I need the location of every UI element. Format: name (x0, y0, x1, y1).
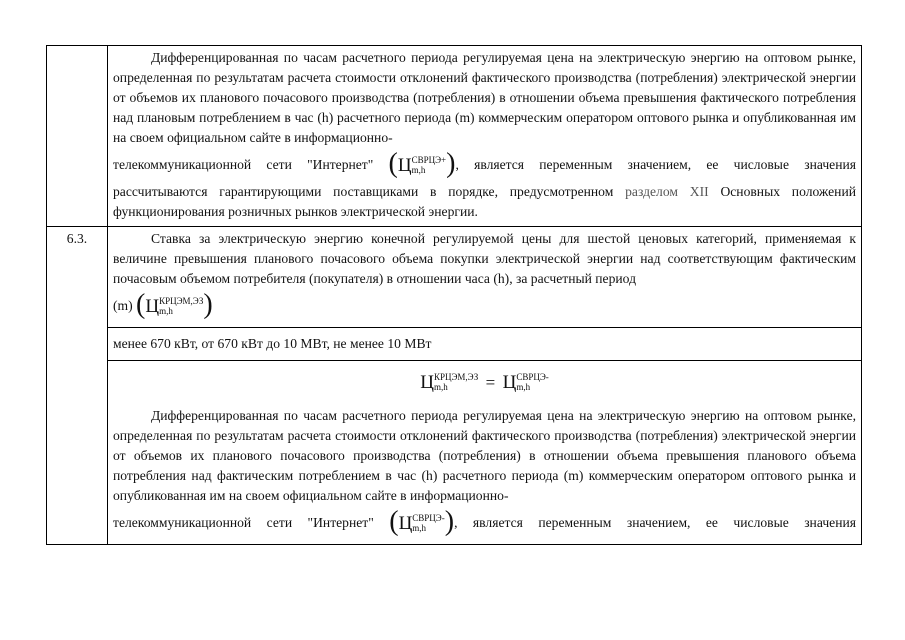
formula-superscript: СВРЦЭ+ (411, 154, 447, 165)
table-row (47, 328, 862, 361)
paragraph-with-formula (113, 506, 856, 540)
formula-svrce-minus: (Ц СВРЦЭ- m,h ) (389, 505, 455, 537)
equals-sign: = (485, 372, 496, 392)
paragraph-text: телекоммуникационной сети "Интернет" (113, 514, 374, 530)
paragraph-with-formula (113, 289, 856, 323)
row-number-cell (47, 46, 108, 227)
formula-svrce-minus: Ц СВРЦЭ- m,h (502, 371, 549, 393)
paragraph-text: телекоммуникационной сети "Интернет" (113, 157, 374, 172)
equation (113, 369, 856, 396)
paragraph-text: Ставка за электрическую энергию конечной регулируемой цены для шестой ценовых категорий, применяемая к величине превышения планового почасового объема покупки электрической энергии над соответствующим фактическим почасовым объемом потребителя (покупателя) в отношении часа (h), за расчетный период (113, 231, 856, 286)
formula-krcem: (Ц КРЦЭМ,ЭЗ m,h ) (136, 288, 213, 320)
paragraph-text: Дифференцированная по часам расчетного периода регулируемая цена на электрическую энергию на оптовом рынке, определенная по результатам расчета стоимости отклонений фактического производства (потребления) электрической энергии от объемов их планового почасового производства (потребления) в отношении объема превышения планового объема потребления над фактическим потреблением в час (h) расчетного периода (m) коммерческим оператором оптового рынка и опубликованная им на своем официальном сайте в информационно- (113, 407, 856, 503)
formula-krcem: Ц КРЦЭМ,ЭЗ m,h (420, 371, 479, 393)
paragraph (113, 406, 856, 506)
formula-base: Ц (397, 154, 412, 176)
paragraph-text: , является переменным значением, ее числовые значения (454, 514, 856, 530)
description-cell (108, 46, 862, 227)
table-row (47, 46, 862, 227)
paragraph-text: Основных положений функционирования розничных рынков электрической энергии. (113, 184, 857, 219)
description-cell (108, 361, 862, 545)
paragraph (113, 182, 856, 222)
paragraph-text: Дифференцированная по часам расчетного периода регулируемая цена на электрическую энергию на оптовом рынке, определенная по результатам расчета стоимости отклонений фактического производства (потребления) электрической энергии от объемов их планового почасового производства (потребления) в отношении объема превышения фактического потребления над плановым потреблением в час (h) расчетного периода (m) коммерческим оператором оптового рынка и опубликованная им на своем официальном сайте в информационно- (113, 50, 856, 145)
paragraph-text: рассчитываются гарантирующими поставщиками в порядке, предусмотренном (113, 184, 614, 199)
formula-subscript: m,h (411, 164, 426, 175)
category-cell (108, 328, 862, 361)
paragraph-text: (m) (113, 298, 133, 313)
formula-base: Ц (145, 295, 160, 317)
formula-subscript: m,h (159, 305, 173, 316)
paragraph-with-formula (113, 148, 856, 182)
formula-svrce-plus: (Ц СВРЦЭ+ m,h ) (388, 147, 456, 179)
formula-superscript: КРЦЭМ,ЭЗ (159, 295, 204, 306)
description-cell (108, 227, 862, 328)
section-reference-link[interactable]: разделом XII (625, 184, 709, 199)
tariff-table (46, 45, 862, 545)
paragraph (113, 229, 856, 289)
paragraph (113, 48, 856, 148)
category-text: менее 670 кВт, от 670 кВт до 10 МВт, не менее 10 МВт (113, 336, 432, 351)
paragraph-text: , является переменным значением, ее числовые значения (455, 157, 857, 172)
table-row (47, 361, 862, 545)
table-row (47, 227, 862, 328)
row-number-cell: 6.3. (47, 227, 108, 545)
